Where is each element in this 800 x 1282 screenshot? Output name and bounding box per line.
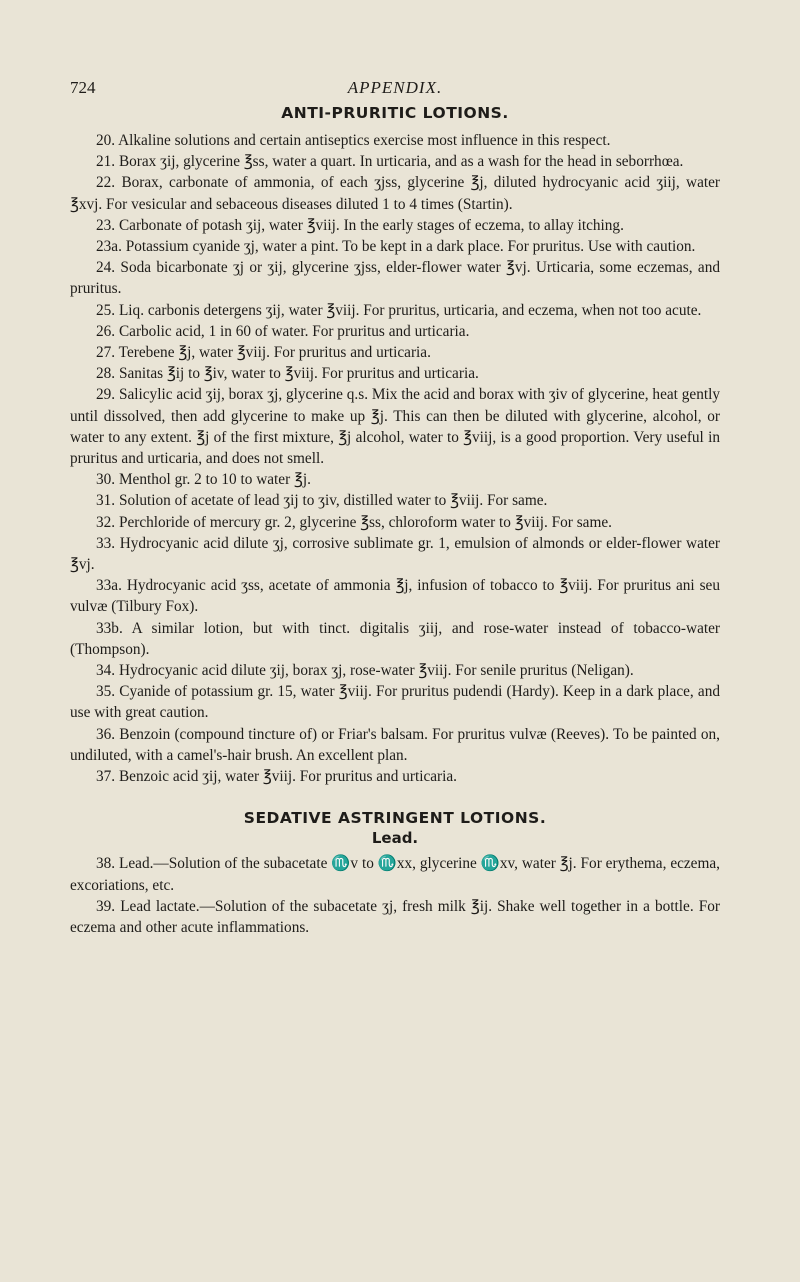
paragraph: 21. Borax ʒij, glycerine ℥ss, water a quart. In urticaria, and as a wash for the head in seborrhœa. xyxy=(96,153,684,171)
paragraph: 22. Borax, carbonate of ammonia, of each ʒjss, glycerine ℥j, diluted hydrocyanic acid ʒiij, water ℥xvj. For vesicular and sebaceous diseases diluted 1 to 4 times (Startin). xyxy=(70,174,720,213)
paragraph: 28. Sanitas ℥ij to ℥iv, water to ℥viij. For pruritus and urticaria. xyxy=(96,365,479,383)
paragraph: 32. Perchloride of mercury gr. 2, glycerine ℥ss, chloroform water to ℥viij. For same. xyxy=(96,513,612,531)
paragraph-list xyxy=(70,130,720,787)
paragraph: 23. Carbonate of potash ʒij, water ℥viij. In the early stages of eczema, to allay itching. xyxy=(96,216,624,234)
section-sedative-astringent-lotions xyxy=(70,809,720,938)
page-number: 724 xyxy=(70,78,96,97)
paragraph: 35. Cyanide of potassium gr. 15, water ℥viij. For pruritus pudendi (Hardy). Keep in a dark place, and use with great caution. xyxy=(70,683,720,722)
section-heading: SEDATIVE ASTRINGENT LOTIONS. xyxy=(243,809,547,828)
paragraph-list xyxy=(70,853,720,938)
paragraph: 20. Alkaline solutions and certain antiseptics exercise most influence in this respect. xyxy=(96,132,611,149)
paragraph: 38. Lead.—Solution of the subacetate ♏v to ♏xx, glycerine ♏xv, water ℥j. For erythema, eczema, excoriations, etc. xyxy=(70,855,720,894)
paragraph: 24. Soda bicarbonate ʒj or ʒij, glycerine ʒjss, elder-flower water ℥vj. Urticaria, some eczemas, and pruritus. xyxy=(70,259,720,298)
section-subheading: Lead. xyxy=(371,829,419,848)
page-header xyxy=(70,78,720,104)
paragraph: 26. Carbolic acid, 1 in 60 of water. For pruritus and urticaria. xyxy=(96,322,470,340)
paragraph: 30. Menthol gr. 2 to 10 to water ℥j. xyxy=(96,471,311,489)
paragraph: 27. Terebene ℥j, water ℥viij. For pruritus and urticaria. xyxy=(96,344,431,362)
paragraph: 39. Lead lactate.—Solution of the subacetate ʒj, fresh milk ℥ij. Shake well together in a bottle. For eczema and other acute inflammations. xyxy=(70,897,720,936)
paragraph: 34. Hydrocyanic acid dilute ʒij, borax ʒj, rose-water ℥viij. For senile pruritus (Neligan). xyxy=(96,662,634,680)
paragraph: 33a. Hydrocyanic acid ʒss, acetate of ammonia ℥j, infusion of tobacco to ℥viij. For pruritus ani seu vulvæ (Tilbury Fox). xyxy=(70,577,720,616)
section-anti-pruritic-lotions xyxy=(70,104,720,787)
paragraph: 23a. Potassium cyanide ʒj, water a pint. To be kept in a dark place. For pruritus. Use with caution. xyxy=(96,238,696,256)
running-title: APPENDIX. xyxy=(347,78,443,97)
paragraph: 36. Benzoin (compound tincture of) or Friar's balsam. For pruritus vulvæ (Reeves). To be painted on, undiluted, with a camel's-hair brush. An excellent plan. xyxy=(70,725,720,764)
paragraph: 29. Salicylic acid ʒij, borax ʒj, glycerine q.s. Mix the acid and borax with ʒiv of glycerine, heat gently until dissolved, then add glycerine to make up ℥j. This can then be diluted with glycerine, alcohol, or water to any extent. ℥j of the first mixture, ℥j alcohol, water to ℥viij, is a good proportion. Very useful in pruritus and urticaria, and does not smell. xyxy=(70,386,720,468)
section-heading: ANTI-PRURITIC LOTIONS. xyxy=(281,104,509,122)
paragraph: 37. Benzoic acid ʒij, water ℥viij. For pruritus and urticaria. xyxy=(96,768,457,786)
paragraph: 33b. A similar lotion, but with tinct. digitalis ʒiij, and rose-water instead of tobacco-water (Thompson). xyxy=(70,619,720,658)
paragraph: 33. Hydrocyanic acid dilute ʒj, corrosive sublimate gr. 1, emulsion of almonds or elder-flower water ℥vj. xyxy=(70,534,720,574)
paragraph: 25. Liq. carbonis detergens ʒij, water ℥viij. For pruritus, urticaria, and eczema, when not too acute. xyxy=(96,301,702,319)
paragraph: 31. Solution of acetate of lead ʒij to ʒiv, distilled water to ℥viij. For same. xyxy=(96,492,548,510)
